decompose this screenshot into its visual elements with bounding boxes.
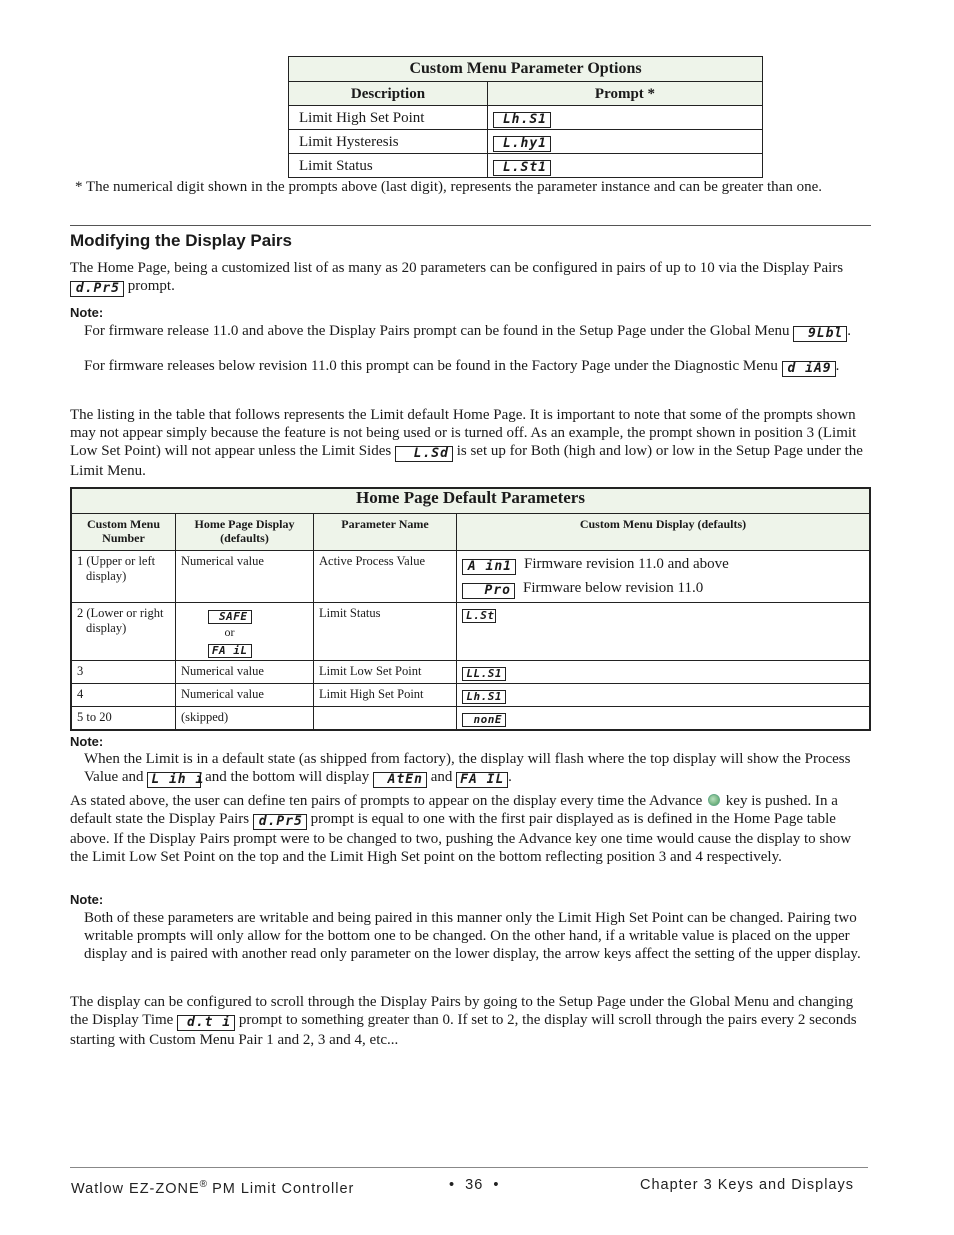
cell-param-name	[314, 707, 457, 731]
col-header-number: Custom Menu Number	[71, 514, 176, 551]
prompt-display: d.t i	[177, 1015, 235, 1031]
cell-param-name: Limit Status	[314, 603, 457, 661]
table-row	[289, 106, 763, 130]
table-row	[71, 551, 870, 603]
intro-text-end: prompt.	[127, 278, 175, 294]
table-title: Custom Menu Parameter Options	[289, 57, 763, 82]
prompt-display: d iA9	[782, 361, 836, 377]
col-header-param-name: Parameter Name	[314, 514, 457, 551]
cell-param-name: Active Process Value	[314, 551, 457, 603]
prompt-display: L.Sd	[395, 446, 453, 462]
cell-description: Limit Hysteresis	[289, 130, 488, 154]
cell-param-name: Limit Low Set Point	[314, 661, 457, 684]
table-row	[71, 661, 870, 684]
footer-model: PM Limit Controller	[207, 1181, 355, 1197]
advance-text: key is pushed. In a default state the Display Pairs	[70, 793, 838, 827]
cell-description: Limit Status	[289, 154, 488, 178]
prompt-display: d.Pr5	[253, 814, 307, 830]
intro-text: The Home Page, being a customized list of as many as 20 parameters can be configured in pairs of up to 10 via the Display Pairs	[70, 260, 844, 276]
prompt-display: L.St1	[493, 160, 551, 176]
prompt-display: FA iL	[208, 644, 252, 658]
footer-brand: Watlow EZ-ZONE	[71, 1181, 200, 1197]
scroll-paragraph	[70, 993, 870, 1049]
footer-divider	[70, 1167, 868, 1168]
prompt-display: Lh.S1	[462, 690, 506, 704]
cell-home-display: Numerical value	[176, 551, 314, 603]
table-row	[71, 603, 870, 661]
prompt-display: d.Pr5	[70, 281, 124, 297]
footnote-text: The numerical digit shown in the prompts above (last digit), represents the parameter instance and can be greater than one.	[85, 179, 822, 195]
intro-paragraph	[70, 259, 870, 297]
note-line-end: .	[508, 769, 512, 785]
cm-note: Firmware below revision 11.0	[523, 580, 704, 596]
note-line: For firmware release 11.0 and above the Display Pairs prompt can be found in the Setup Page under the Global Menu	[84, 323, 790, 339]
cell-home-display: Numerical value	[176, 684, 314, 707]
col-header-prompt: Prompt *	[488, 82, 763, 106]
prompt-display: AtEn	[373, 772, 427, 788]
note-label: Note:	[70, 734, 104, 749]
prompt-display: L.St	[462, 609, 496, 623]
cell-description: Limit High Set Point	[289, 106, 488, 130]
note-text	[84, 322, 870, 342]
cell-home-display: (skipped)	[176, 707, 314, 731]
page-number: • 36 •	[449, 1177, 500, 1193]
cell-number: 4	[71, 684, 176, 707]
prompt-display: 9Lbl	[793, 326, 847, 342]
prompt-display: FA IL	[456, 772, 508, 788]
advance-text: As stated above, the user can define ten pairs of prompts to appear on the display every time the Advance	[70, 793, 703, 809]
table-title: Home Page Default Parameters	[71, 488, 870, 514]
scroll-text: prompt to something greater than 0. If set to 2, the display will scroll through the pairs every 2 seconds starting with Custom Menu Pair 1 and 2, 3 and 4, etc...	[70, 1012, 857, 1048]
listing-text: The listing in the table that follows represents the Limit default Home Page. It is important to note that some of the prompts shown may not appear simply because the feature is not being used or is turned off. As an example, the prompt shown in position 3 (Limit Low Set Point) will not appear unless the Limit Sides	[70, 407, 857, 459]
or-label: or	[224, 625, 235, 639]
footnote	[75, 179, 875, 196]
prompt-display: Pro	[462, 583, 515, 599]
prompt-display: Lh.S1	[493, 112, 551, 128]
note-label: Note:	[70, 892, 104, 907]
prompt-display: L.hy1	[493, 136, 551, 152]
note-label: Note:	[70, 305, 104, 320]
prompt-display: SAFE	[208, 610, 252, 624]
home-page-defaults-table	[70, 487, 871, 731]
registered-mark: ®	[199, 1179, 208, 1190]
col-header-cm-display: Custom Menu Display (defaults)	[457, 514, 871, 551]
note-line: For firmware releases below revision 11.0 this prompt can be found in the Factory Page under the Diagnostic Menu	[84, 358, 778, 374]
table-row	[289, 130, 763, 154]
listing-paragraph	[70, 406, 870, 480]
prompt-display: A in1	[462, 559, 516, 575]
note-text: Both of these parameters are writable and being paired in this manner only the Limit High Set Point can be changed. Pairing two writable prompts will only allow for the bottom one to be changed. On the other hand, if a writable value is placed on the upper display and is paired with another read only parameter on the lower display, the arrow keys affect the setting of the upper display.	[84, 910, 861, 962]
table-row	[71, 707, 870, 731]
table-row	[289, 154, 763, 178]
prompt-display: LL.S1	[462, 667, 506, 681]
note-line: and	[430, 769, 453, 785]
advance-paragraph	[70, 792, 870, 866]
col-header-description: Description	[289, 82, 488, 106]
advance-text: prompt is equal to one with the first pair displayed as is defined in the Home Page table above. If the Display Pairs prompt were to be changed to two, pushing the Advance key one time would cause the display to show the Limit Low Set Point on the top and the Limit High Set point on the bottom reflecting position 3 and 4 respectively.	[70, 811, 852, 865]
cell-number: 5 to 20	[71, 707, 176, 731]
advance-key-icon	[708, 794, 720, 806]
note-line-end: .	[847, 323, 852, 339]
prompt-display: nonE	[462, 713, 506, 727]
cm-note: Firmware revision 11.0 and above	[524, 556, 729, 572]
divider	[70, 225, 871, 226]
note-text	[84, 357, 870, 377]
prompt-display: L ih i	[147, 772, 201, 788]
cell-number: 3	[71, 661, 176, 684]
cell-number: 1 (Upper or left display)	[77, 554, 156, 583]
scroll-text: The display can be configured to scroll through the Display Pairs by going to the Setup Page under the Global Menu and changing the Display Time	[70, 994, 854, 1028]
custom-menu-options-table	[288, 56, 763, 178]
note-line-end: .	[835, 358, 840, 374]
footer-product	[71, 1175, 354, 1199]
listing-text-end: is set up for Both (high and low) or low in the Setup Page under the Limit Menu.	[70, 443, 863, 479]
cell-home-display: Numerical value	[176, 661, 314, 684]
section-heading: Modifying the Display Pairs	[70, 231, 292, 250]
cell-param-name: Limit High Set Point	[314, 684, 457, 707]
table-row	[71, 684, 870, 707]
footer-chapter: Chapter 3 Keys and Displays	[640, 1177, 854, 1193]
col-header-home-display: Home Page Display (defaults)	[176, 514, 314, 551]
note-line: and the bottom will display	[205, 769, 370, 785]
note-line: When the Limit is in a default state (as shipped from factory), the display will flash where the top display will show the Process Value and	[84, 751, 851, 785]
footnote-marker: *	[75, 179, 83, 195]
cell-number: 2 (Lower or right display)	[77, 606, 164, 635]
note-text	[84, 750, 870, 788]
